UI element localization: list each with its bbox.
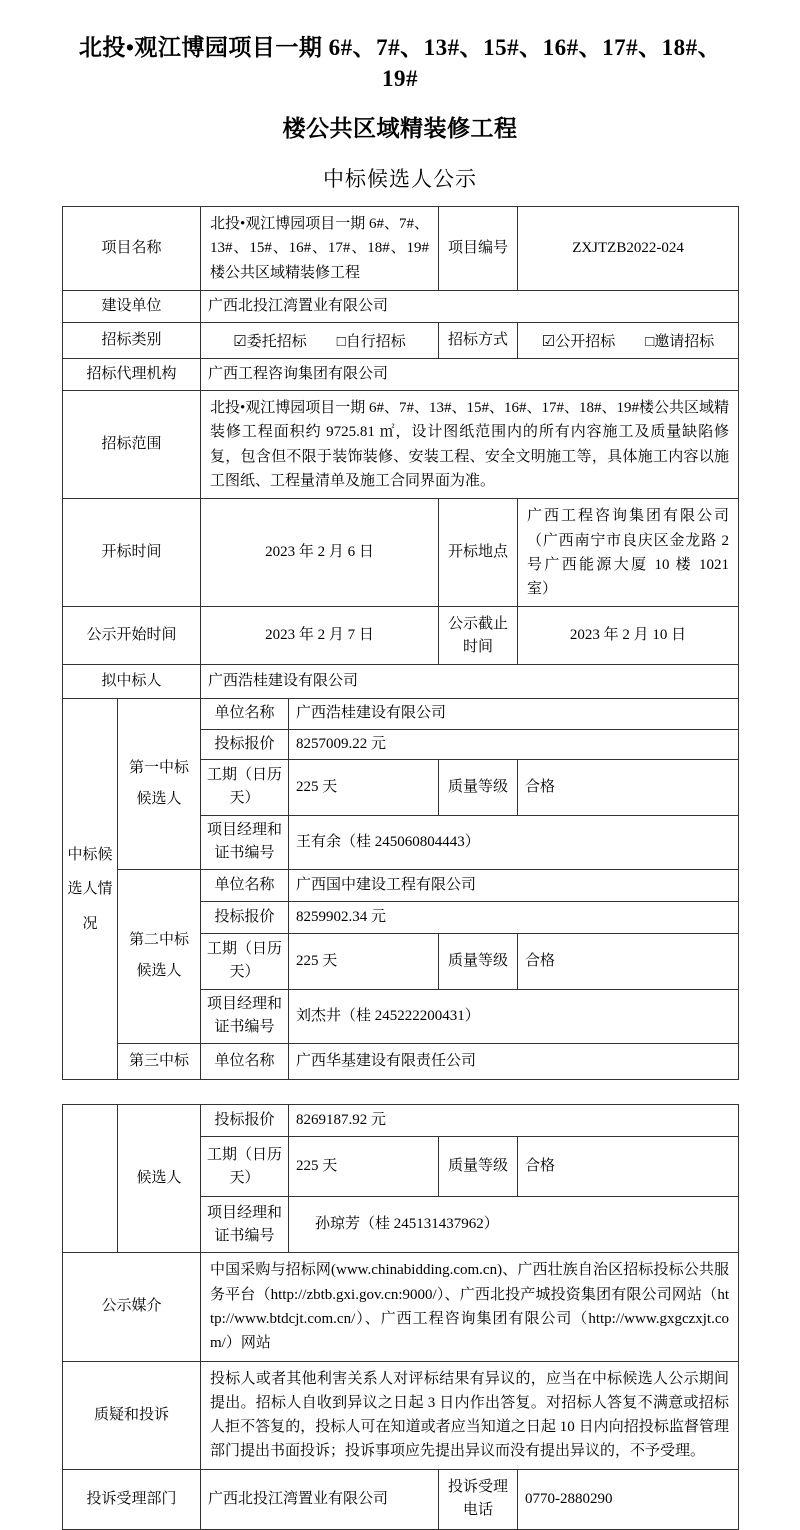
objection-value: 投标人或者其他利害关系人对评标结果有异议的，应当在中标候选人公示期间提出。招标人自收到异议之日起 3 日内作出答复。对招标人答复不满意或招标人拒不答复的，投标人可在知道或者应当知道之日起 10 日内向招投标监督管理部门提出书面投诉；投诉事项应先提出异议而没有提出异议的，不予受理。 [201,1361,739,1469]
page-title-line-1: 北投•观江博园项目一期 6#、7#、13#、15#、16#、17#、18#、19# [78,35,722,92]
row-agency [63,359,739,391]
proposed-winner-label: 拟中标人 [63,665,201,699]
candidate1-duration-value: 225 天 [289,759,439,815]
candidate2-rank-label: 第二中标候选人 [118,869,201,1043]
page-break-gap [62,1080,738,1104]
proposed-winner-value: 广西浩桂建设有限公司 [201,665,739,699]
publish-end-label: 公示截止时间 [439,607,518,665]
agency-label: 招标代理机构 [63,359,201,391]
page-subtitle: 中标候选人公示 [323,167,477,192]
row-project-name [63,207,739,291]
row-open-time [63,499,739,607]
bid-info-table-continued [62,1104,739,1529]
row-scope [63,391,739,499]
project-name-label: 项目名称 [63,207,201,291]
unit-name-label: 单位名称 [201,869,289,901]
candidate3-duration-value: 225 天 [289,1137,439,1197]
row-media [63,1253,739,1361]
candidate1-price-value: 8257009.22 元 [289,729,739,759]
manager-label: 项目经理和证书编号 [201,989,289,1043]
complaint-dept-label: 投诉受理部门 [63,1469,201,1529]
announcement-page [62,0,738,1530]
objection-label: 质疑和投诉 [63,1361,201,1469]
project-name-value: 北投•观江博园项目一期 6#、7#、13#、15#、16#、17#、18#、19#楼公共区域精装修工程 [201,207,439,291]
candidate3-price-value: 8269187.92 元 [289,1105,739,1137]
publish-start-value: 2023 年 2 月 7 日 [201,607,439,665]
media-value: 中国采购与招标网(www.chinabidding.com.cn)、广西壮族自治区招标投标公共服务平台（http://zbtb.gxi.gov.cn:9000/）、广西北投产城投资集团有限公司网站（http://www.btdcjt.com.cn/）、广西工程咨询集团有限公司（http://www.gxgczxjt.com/）网站 [201,1253,739,1361]
complaint-phone-value: 0770-2880290 [518,1469,739,1529]
duration-label: 工期（日历天） [201,759,289,815]
bid-method-label: 招标方式 [439,323,518,359]
checkbox-unchecked-invite: □邀请招标 [645,334,715,351]
project-code-value: ZXJTZB2022-024 [518,207,739,291]
candidate1-manager-value: 王有余（桂 245060804443） [289,815,739,869]
complaint-phone-label: 投诉受理电话 [439,1469,518,1529]
scope-value: 北投•观江博园项目一期 6#、7#、13#、15#、16#、17#、18#、19#楼公共区域精装修工程面积约 9725.81 ㎡，设计图纸范围内的所有内容施工及质量缺陷修复，包含但不限于装饰装修、安装工程、安全文明施工等，具体施工内容以施工图纸、工程量清单及施工合同界面为准。 [201,391,739,499]
candidate3-manager-value: 孙琼芳（桂 245131437962） [289,1197,739,1253]
row-objection [63,1361,739,1469]
checkbox-unchecked-self: □自行招标 [336,334,406,351]
agency-value: 广西工程咨询集团有限公司 [201,359,739,391]
checkbox-checked-entrusted: ☑委托招标 [233,334,307,351]
row-candidate3-unit [63,1043,739,1080]
candidate1-unit-value: 广西浩桂建设有限公司 [289,699,739,729]
candidate3-unit-value: 广西华基建设有限责任公司 [289,1043,739,1080]
candidate1-quality-value: 合格 [518,759,739,815]
quality-label: 质量等级 [439,933,518,989]
open-place-value: 广西工程咨询集团有限公司（广西南宁市良庆区金龙路 2 号广西能源大厦 10 楼 1021 室） [518,499,739,607]
row-complaint [63,1469,739,1529]
candidate1-rank-label: 第一中标候选人 [118,699,201,870]
price-label: 投标报价 [201,1105,289,1137]
bid-info-table [62,206,739,1080]
media-label: 公示媒介 [63,1253,201,1361]
candidate3-rank-label-part2: 候选人 [118,1105,201,1253]
duration-label: 工期（日历天） [201,933,289,989]
price-label: 投标报价 [201,901,289,933]
row-candidate3-price [63,1105,739,1137]
row-publish-time [63,607,739,665]
candidate2-price-value: 8259902.34 元 [289,901,739,933]
complaint-dept-value: 广西北投江湾置业有限公司 [201,1469,439,1529]
checkbox-checked-open: ☑公开招标 [541,334,616,351]
unit-name-label: 单位名称 [201,1043,289,1080]
candidate3-rank-label-part1: 第三中标 [118,1043,201,1080]
row-candidate2-unit [63,869,739,901]
open-time-value: 2023 年 2 月 6 日 [201,499,439,607]
candidates-section-label: 中标候选人情况 [63,699,118,1080]
candidate2-manager-value: 刘杰井（桂 245222200431） [289,989,739,1043]
owner-value: 广西北投江湾置业有限公司 [201,291,739,323]
project-code-label: 项目编号 [439,207,518,291]
candidate2-quality-value: 合格 [518,933,739,989]
page-title-line-2: 楼公共区域精装修工程 [282,116,518,142]
candidate2-unit-value: 广西国中建设工程有限公司 [289,869,739,901]
duration-label: 工期（日历天） [201,1137,289,1197]
open-time-label: 开标时间 [63,499,201,607]
bid-category-label: 招标类别 [63,323,201,359]
price-label: 投标报价 [201,729,289,759]
publish-start-label: 公示开始时间 [63,607,201,665]
manager-label: 项目经理和证书编号 [201,1197,289,1253]
bid-category-options [201,323,439,359]
quality-label: 质量等级 [439,759,518,815]
candidate2-duration-value: 225 天 [289,933,439,989]
row-bid-category [63,323,739,359]
owner-label: 建设单位 [63,291,201,323]
row-owner [63,291,739,323]
candidates-section-cell-empty [63,1105,118,1253]
unit-name-label: 单位名称 [201,699,289,729]
quality-label: 质量等级 [439,1137,518,1197]
bid-method-options [518,323,739,359]
manager-label: 项目经理和证书编号 [201,815,289,869]
open-place-label: 开标地点 [439,499,518,607]
scope-label: 招标范围 [63,391,201,499]
row-proposed-winner [63,665,739,699]
publish-end-value: 2023 年 2 月 10 日 [518,607,739,665]
candidate3-quality-value: 合格 [518,1137,739,1197]
row-candidate1-unit [63,699,739,729]
